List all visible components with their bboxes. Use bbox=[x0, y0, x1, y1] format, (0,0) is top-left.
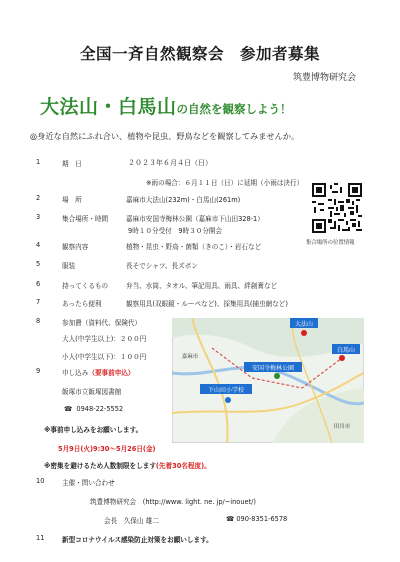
apply-limit-text: ※密集を避けるため人数制限をします bbox=[44, 462, 156, 470]
item-label-belongings: 持ってくるもの bbox=[62, 282, 109, 290]
item-number-content: 4 bbox=[36, 241, 41, 249]
subtitle bbox=[40, 92, 292, 119]
apply-required: （要事前申込） bbox=[88, 369, 135, 377]
subtitle-mountains: 大法山・白馬山 bbox=[40, 96, 177, 118]
apply-note: ※事前申し込みをお願いします。 bbox=[44, 426, 143, 434]
apply-limit-count: (先着30名程度)。 bbox=[155, 462, 211, 470]
contact-org: 筑豊博物研究会 (http://www. light. ne. jp/~inouet/) bbox=[90, 498, 256, 506]
item-number-fee: 8 bbox=[36, 317, 41, 325]
item-number-covid: 11 bbox=[36, 534, 45, 542]
contact-phone-line bbox=[226, 515, 287, 523]
map-pin-ankokuji bbox=[274, 373, 280, 379]
item-number-clothing: 5 bbox=[36, 260, 41, 268]
item-label-date: 期 日 bbox=[62, 160, 82, 168]
item-label-fee: 参加費（資料代、保険代） bbox=[62, 319, 142, 327]
item-value-date: ２０２３年６月４日（日） bbox=[128, 159, 212, 167]
map-pin-hakuba bbox=[339, 355, 345, 361]
page-title: 全国一斉自然観察会 参加者募集 bbox=[79, 45, 320, 63]
rain-note: ※雨の場合：６月１１日（日）に延期（小雨は決行） bbox=[146, 179, 304, 187]
organizer-name: 筑豊博物研究会 bbox=[292, 73, 356, 83]
item-number-apply: 9 bbox=[36, 367, 41, 375]
map-pin-daihou bbox=[301, 330, 307, 336]
apply-line bbox=[62, 367, 135, 377]
item-label-useful: あったら便利 bbox=[62, 300, 102, 308]
item-number-place: 2 bbox=[36, 194, 41, 202]
item-label-contact: 主催・問い合わせ bbox=[62, 479, 115, 487]
item-number-useful: 7 bbox=[36, 298, 41, 306]
map-label-hakuba: 白馬山 bbox=[336, 347, 356, 354]
covid-notice: 新型コロナウイルス感染防止対策をお願いします。 bbox=[62, 536, 213, 544]
map-label-school: 下山田小学校 bbox=[207, 387, 245, 394]
intro-text: ◎身近な自然にふれ合い、植物や昆虫、野鳥などを観察してみませんか。 bbox=[30, 131, 300, 141]
item-number-date: 1 bbox=[36, 158, 41, 166]
apply-phone: 0948-22-5552 bbox=[76, 405, 124, 413]
item-label-apply: 申し込み bbox=[62, 369, 89, 377]
item-number-contact: 10 bbox=[36, 477, 45, 485]
item-value-meeting: 嘉麻市安国寺梅林公園（嘉麻市下山田328-1） bbox=[126, 215, 264, 223]
map-label-kama: 嘉麻市 bbox=[181, 354, 199, 360]
apply-limit bbox=[44, 460, 211, 470]
item-value-belongings: 弁当、水筒、タオル、筆記用具、雨具、絆創膏など bbox=[126, 282, 278, 290]
apply-place: 飯塚市立飯塚図書館 bbox=[62, 388, 122, 396]
item-value-useful: 観察用具(双眼鏡・ルーペなど)、採集用具(捕虫網など) bbox=[126, 300, 288, 308]
contact-person: 会長 久保山 雄二 bbox=[104, 517, 159, 525]
phone-icon: ☎ bbox=[64, 405, 73, 413]
subtitle-rest: の自然を観察しよう！ bbox=[176, 102, 292, 116]
item-value-content: 植物・昆虫・野鳥・菌類（きのこ）・岩石など bbox=[126, 243, 262, 251]
apply-phone-line bbox=[64, 405, 123, 413]
meeting-time: 9時１０分受付 9時３０分開会 bbox=[128, 227, 223, 235]
item-label-place: 場 所 bbox=[62, 196, 82, 204]
map-label-daihou: 大法山 bbox=[294, 321, 314, 328]
map-label-ankokuji: 安国寺梅林公園 bbox=[251, 365, 295, 372]
map-label-tagawa: 田川市 bbox=[333, 424, 351, 430]
item-value-clothing: 長そでシャツ、長ズボン bbox=[126, 262, 198, 270]
phone-icon: ☎ bbox=[226, 515, 235, 523]
contact-phone: 090-8351-6578 bbox=[236, 515, 288, 523]
qr-caption: 集合場所の位置情報 bbox=[306, 240, 355, 246]
apply-period: 5月9日(火)9:30～5月26日(金) bbox=[58, 445, 156, 453]
item-label-meeting: 集合場所・時間 bbox=[62, 215, 109, 223]
qr-code-image bbox=[312, 183, 362, 233]
item-label-content: 観察内容 bbox=[62, 243, 89, 251]
item-number-meeting: 3 bbox=[36, 213, 41, 221]
item-label-clothing: 服装 bbox=[62, 262, 76, 270]
map-pin-school bbox=[225, 397, 231, 403]
fee-child: 小人(中学生以下)：１００円 bbox=[62, 353, 147, 361]
area-map bbox=[172, 318, 364, 443]
item-value-place: 嘉麻市大法山(232m)・白馬山(261m) bbox=[126, 196, 241, 204]
item-number-belongings: 6 bbox=[36, 280, 41, 288]
fee-adult: 大人(中学生以上)：２００円 bbox=[62, 335, 147, 343]
